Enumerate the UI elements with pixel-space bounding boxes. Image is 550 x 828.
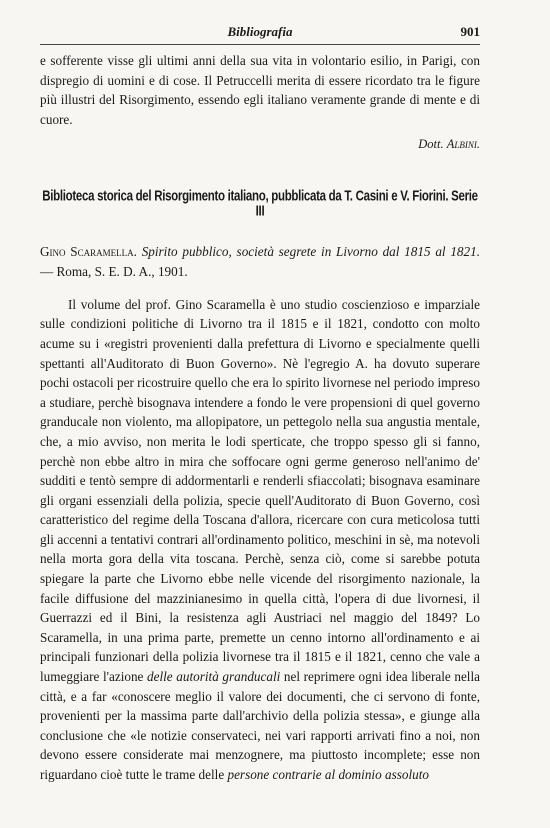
running-header-title: Bibliografia bbox=[227, 24, 293, 39]
page bbox=[40, 22, 480, 785]
citation-publisher: — Roma, S. E. D. A., 1901. bbox=[40, 263, 188, 279]
page-number: 901 bbox=[460, 24, 480, 39]
review-text-continued: nel reprimere ogni idea liberale nella città, e a far «conoscere meglio il valore dei documenti, che ci servono di fonte, provenienti per la massima parte dall'archivio della polizia stessa», e giunge alla conclusione che «le notizie conservateci, nei vari rapporti arrivati fino a noi, non devono essere considerate mai menzognere, ma piuttosto incomplete; esse non riguardano cioè tutte le trame delle bbox=[40, 669, 480, 782]
review-italic-phrase-end: persone contrarie al dominio assoluto bbox=[227, 767, 429, 782]
bibliographic-citation bbox=[40, 242, 480, 281]
signature-name: Albini. bbox=[446, 137, 480, 152]
running-header bbox=[40, 22, 480, 45]
review-italic-phrase: delle autorità granducali bbox=[147, 669, 281, 685]
reviewer-signature bbox=[40, 137, 480, 152]
review-paragraph bbox=[40, 295, 480, 785]
series-heading: Biblioteca storica del Risorgimento italiano, pubblicata da T. Casini e V. Fiorini. Serie III bbox=[42, 189, 478, 220]
previous-review-ending: e sofferente visse gli ultimi anni della sua vita in volontario esilio, in Parigi, con dispregio di uomini e di cose. Il Petruccelli merita di essere ricordato tra le figure più illustri del Risorgimento, essendo egli italiano veramente grande di mente e di cuore. bbox=[40, 53, 480, 127]
citation-title: Spirito pubblico, società segrete in Livorno dal 1815 al 1821. bbox=[141, 244, 481, 260]
signature-prefix: Dott. bbox=[418, 137, 444, 152]
citation-author: Gino Scaramella. bbox=[40, 244, 137, 260]
review-text: Il volume del prof. Gino Scaramella è uno studio coscienzioso e imparziale sulle condizioni politiche di Livorno tra il 1815 e il 1821, condotto con molto acume su i «registri provenienti dalla prefettura di Livorno e specialmente quelli spettanti all'Auditorato di Buon Governo». Nè l'egregio A. ha dovuto superare pochi ostacoli per ricostruire quello che era lo spirito livornese nel periodo impreso a studiare, perchè bisognava intendere a fondo le vere propensioni di quel governo granducale non violento, ma allopipatore, un pettegolo nella sua angustia mentale, che, a mio avviso, non merita le lodi sperticate, che troppo spesso gli si fanno, perchè non ebbe altro in mira che soffocare ogni germe generoso nell'animo de' sudditi e tentò sempre di addormentarli e renderli sfiaccolati; bisognava esaminare gli organi essenziali della polizia, specie quell'Auditorato di Buon Governo, così caratteristico del regime della Toscana d'allora, ricercare con cura meticolosa tutti gli accenni a tentativi contrari all'ordinamento politico, meschini in sè, ma notevoli nella morta gora della vita toscana. Perchè, senza ciò, come si sarebbe potuta spiegare la parte che Livorno ebbe nelle vicende del risorgimento nazionale, la facile diffusione del mazzinianesimo in quella città, l'opera di due livornesi, il Guerrazzi ed il Bini, la resistenza agli Austriaci nel maggio del 1849? Lo Scaramella, in una prima parte, premette un cenno intorno all'ordinamento e ai principali funzionari della polizia livornese tra il 1815 e il 1821, cenno che vale a lumeggiare l'azione bbox=[40, 296, 480, 685]
